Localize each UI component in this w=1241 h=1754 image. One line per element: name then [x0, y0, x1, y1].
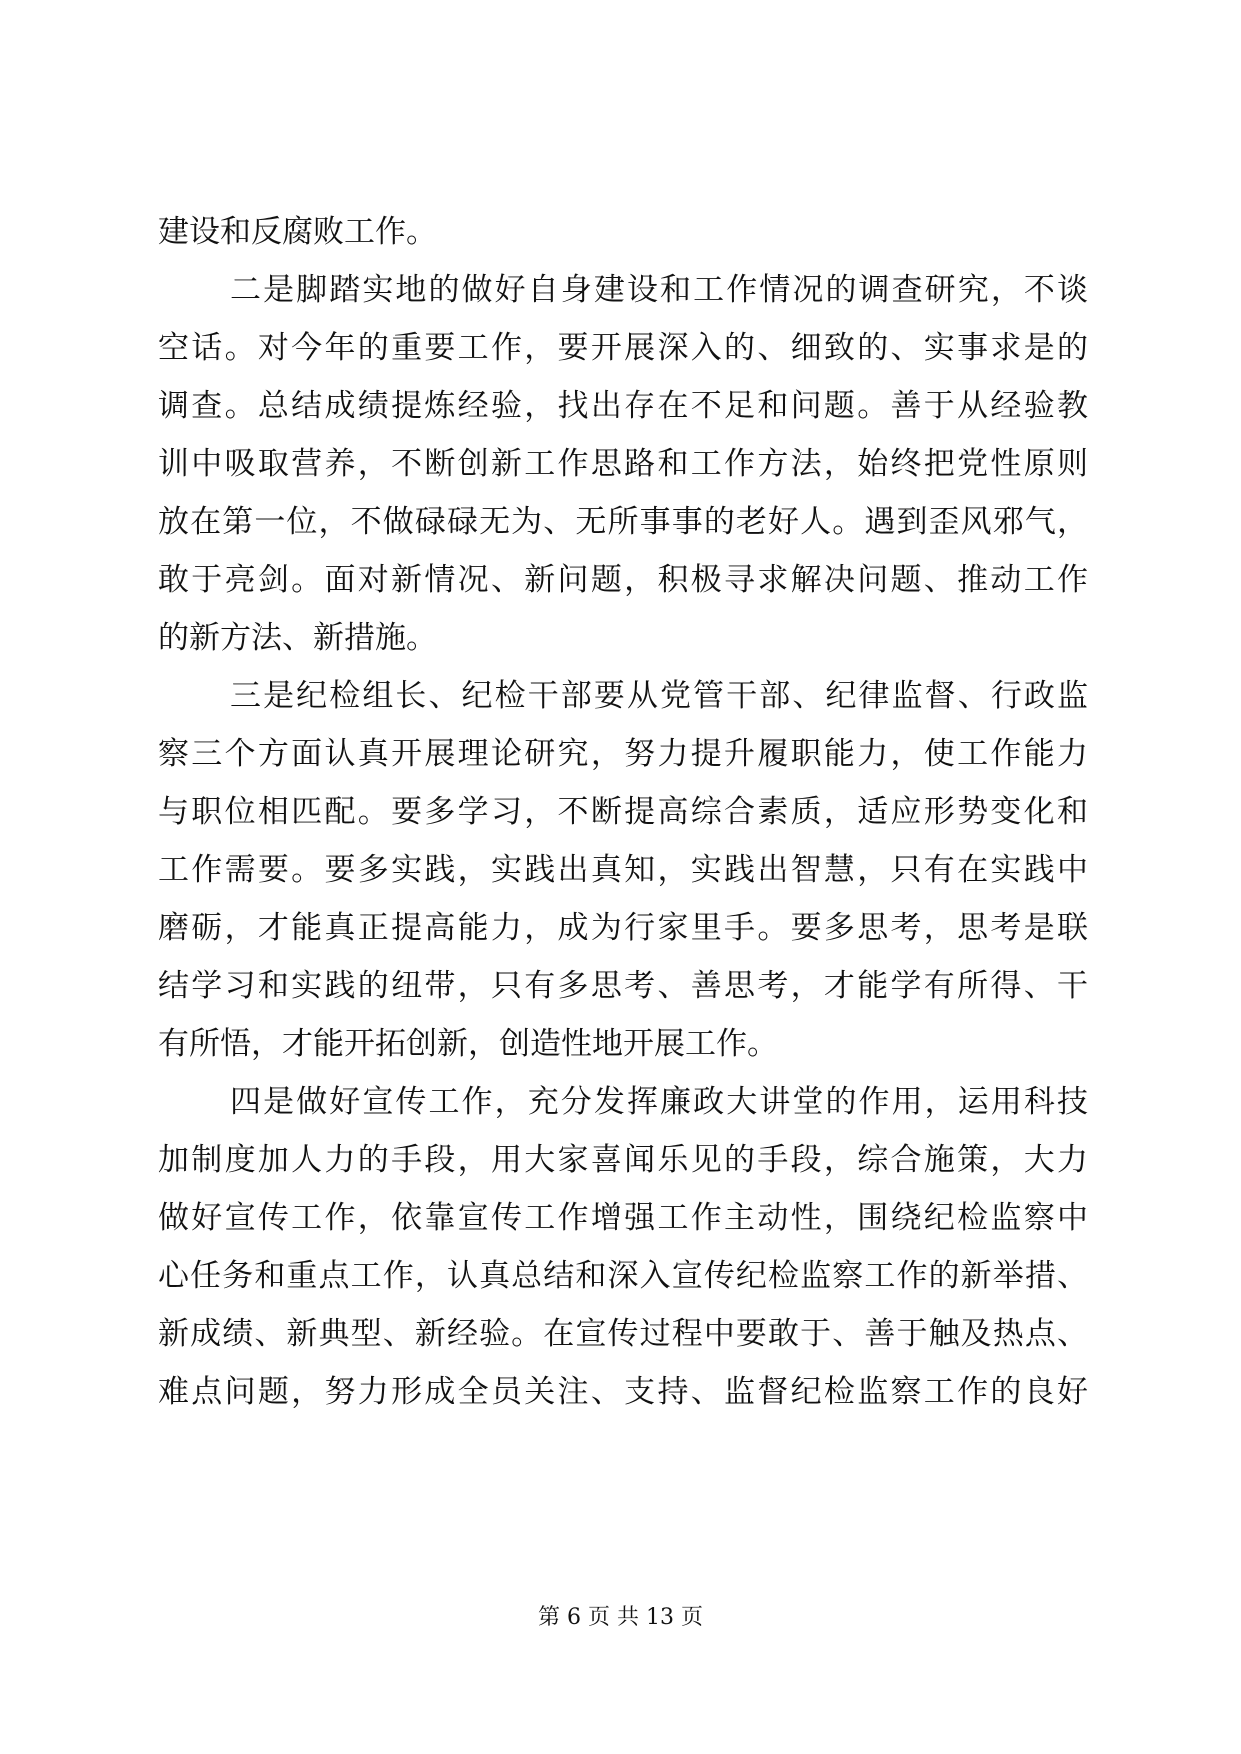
- text-line: 新成绩、新典型、新经验。在宣传过程中要敢于、善于触及热点、: [158, 1316, 1088, 1352]
- text-line: 放在第一位，不做碌碌无为、无所事事的老好人。遇到歪风邪气，: [158, 504, 1088, 540]
- text-line: 加制度加人力的手段，用大家喜闻乐见的手段，综合施策，大力: [158, 1142, 1088, 1178]
- paragraph-first-line: 四是做好宣传工作，充分发挥廉政大讲堂的作用，运用科技: [230, 1084, 1088, 1120]
- text-line: 敢于亮剑。面对新情况、新问题，积极寻求解决问题、推动工作: [158, 562, 1088, 598]
- text-line: 空话。对今年的重要工作，要开展深入的、细致的、实事求是的: [158, 330, 1088, 366]
- text-line: 难点问题，努力形成全员关注、支持、监督纪检监察工作的良好: [158, 1374, 1088, 1410]
- paragraph-first-line: 三是纪检组长、纪检干部要从党管干部、纪律监督、行政监: [230, 678, 1088, 714]
- paragraph-first-line: 二是脚踏实地的做好自身建设和工作情况的调查研究，不谈: [230, 272, 1088, 308]
- text-line: 心任务和重点工作，认真总结和深入宣传纪检监察工作的新举措、: [158, 1258, 1088, 1294]
- text-line: 有所悟，才能开拓创新，创造性地开展工作。: [158, 1026, 778, 1062]
- text-line: 与职位相匹配。要多学习，不断提高综合素质，适应形势变化和: [158, 794, 1088, 830]
- text-line: 工作需要。要多实践，实践出真知，实践出智慧，只有在实践中: [158, 852, 1088, 888]
- text-line: 结学习和实践的纽带，只有多思考、善思考，才能学有所得、干: [158, 968, 1088, 1004]
- text-line: 磨砺，才能真正提高能力，成为行家里手。要多思考，思考是联: [158, 910, 1088, 946]
- text-line: 的新方法、新措施。: [158, 620, 437, 656]
- text-line: 察三个方面认真开展理论研究，努力提升履职能力，使工作能力: [158, 736, 1088, 772]
- text-line: 做好宣传工作，依靠宣传工作增强工作主动性，围绕纪检监察中: [158, 1200, 1088, 1236]
- page-number-footer: 第 6 页 共 13 页: [538, 1605, 703, 1630]
- text-line: 调查。总结成绩提炼经验，找出存在不足和问题。善于从经验教: [158, 388, 1088, 424]
- text-line: 建设和反腐败工作。: [158, 214, 437, 250]
- text-line: 训中吸取营养，不断创新工作思路和工作方法，始终把党性原则: [158, 446, 1088, 482]
